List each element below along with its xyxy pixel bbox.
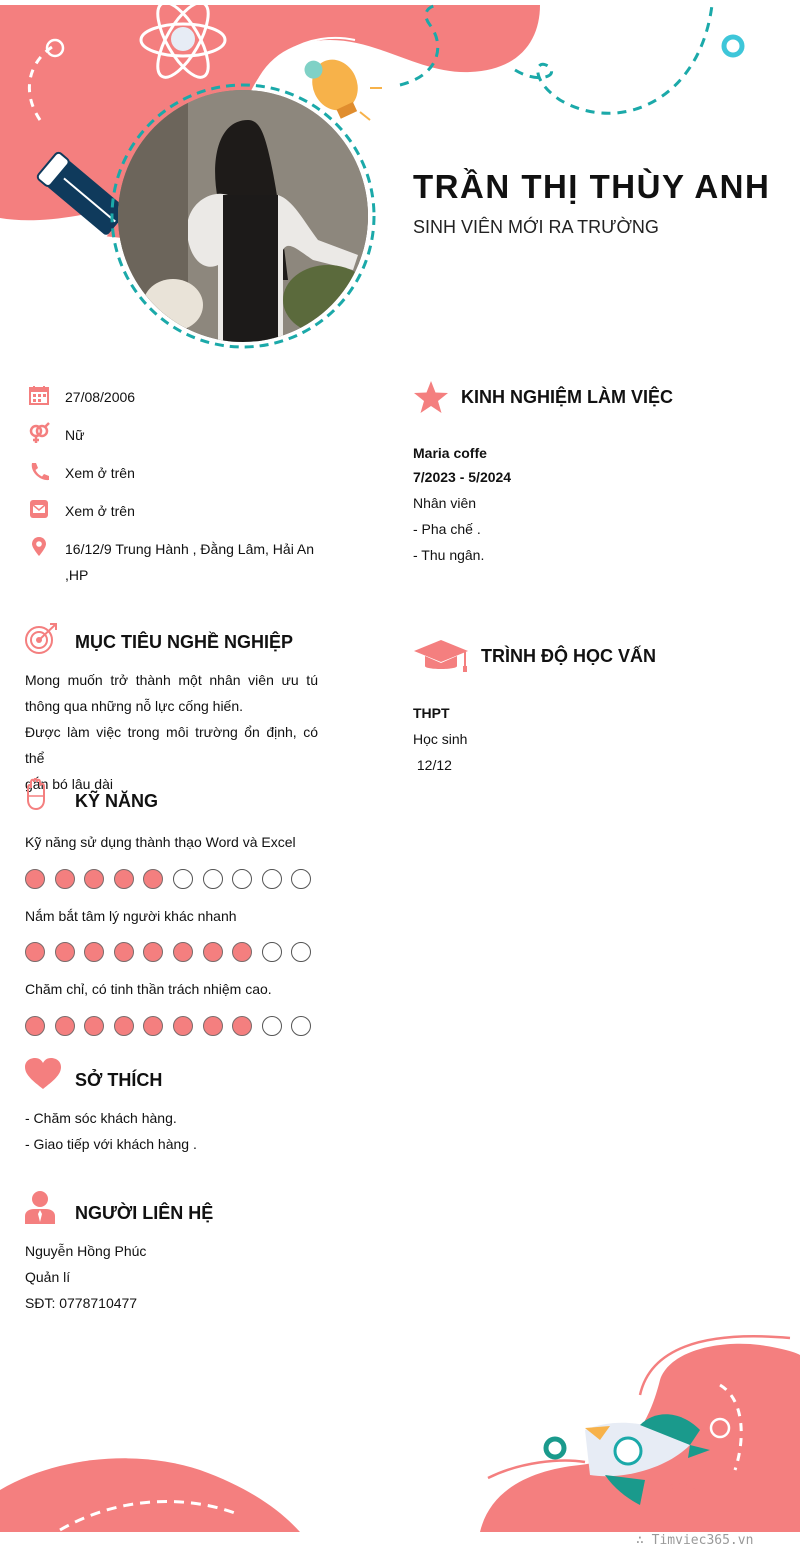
experience-duty: - Thu ngân.	[413, 547, 485, 563]
skill-dot-filled	[84, 942, 104, 962]
experience-duty: - Pha chế .	[413, 521, 481, 537]
education-school: THPT	[413, 705, 450, 721]
skill-dot-empty	[173, 869, 193, 889]
reference-phone: SĐT: 0778710477	[25, 1295, 138, 1311]
skill-rating	[25, 1016, 321, 1036]
job-title: SINH VIÊN MỚI RA TRƯỜNG	[413, 217, 659, 237]
skill-dot-empty	[232, 869, 252, 889]
skill-dot-empty	[291, 942, 311, 962]
skill-dot-filled	[55, 942, 75, 962]
objective-line-4: gắn bó lâu dài	[25, 776, 113, 792]
skill-dot-filled	[84, 869, 104, 889]
skill-dot-empty	[203, 869, 223, 889]
reference-title: NGƯỜI LIÊN HỆ	[75, 1203, 214, 1223]
full-name: TRẦN THỊ THÙY ANH	[413, 168, 771, 205]
experience-title: KINH NGHIỆM LÀM VIỆC	[461, 387, 674, 407]
skill-dot-filled	[173, 1016, 193, 1036]
skills-title: KỸ NĂNG	[75, 791, 159, 811]
experience-period: 7/2023 - 5/2024	[413, 469, 512, 485]
address-line-1: 16/12/9 Trung Hành , Đằng Lâm, Hải An	[65, 541, 315, 557]
skill-dot-empty	[262, 942, 282, 962]
calendar-icon	[28, 384, 50, 406]
skill-dot-filled	[143, 869, 163, 889]
education-grade: 12/12	[413, 757, 452, 773]
phone-icon	[28, 460, 50, 482]
fist-icon	[24, 778, 48, 812]
location-icon	[28, 536, 50, 558]
reference-text	[25, 1238, 146, 1316]
email-text: Xem ở trên	[65, 503, 135, 519]
skill-rating	[25, 869, 321, 889]
education-major: Học sinh	[413, 731, 468, 747]
objective-line-1: Mong muốn trở thành một nhân viên ưu tú	[25, 672, 318, 688]
heart-icon	[25, 1058, 61, 1090]
skill-rating	[25, 942, 321, 962]
gender-icon	[28, 422, 50, 444]
skill-dot-empty	[262, 1016, 282, 1036]
person-icon	[25, 1190, 55, 1224]
skill-dot-filled	[55, 869, 75, 889]
hobby-item: - Chăm sóc khách hàng.	[25, 1110, 177, 1126]
objective-line-2: thông qua những nỗ lực cống hiến.	[25, 698, 244, 714]
skill-dot-filled	[232, 1016, 252, 1036]
skill-dot-filled	[173, 942, 193, 962]
skill-dot-filled	[84, 1016, 104, 1036]
experience-entry	[413, 441, 511, 489]
experience-details	[413, 490, 484, 568]
info-gender	[28, 422, 84, 448]
target-icon	[24, 622, 58, 656]
objective-text	[25, 667, 318, 797]
profile-photo-figure	[118, 90, 368, 342]
experience-company: Maria coffe	[413, 445, 487, 461]
objective-title: MỤC TIÊU NGHỀ NGHIỆP	[75, 632, 294, 652]
education-entry	[413, 700, 467, 778]
reference-position: Quản lí	[25, 1269, 71, 1285]
skill-dot-filled	[203, 942, 223, 962]
info-email	[28, 498, 135, 524]
skill-dot-filled	[232, 942, 252, 962]
hobbies-title: SỞ THÍCH	[75, 1070, 163, 1090]
skill-dot-filled	[143, 942, 163, 962]
skill-dot-filled	[25, 869, 45, 889]
skill-dot-filled	[114, 869, 134, 889]
star-icon	[413, 380, 449, 414]
profile-photo	[118, 90, 368, 342]
reference-name: Nguyễn Hồng Phúc	[25, 1243, 147, 1259]
skill-name: Chăm chỉ, có tinh thần trách nhiệm cao.	[25, 981, 272, 997]
watermark: ∴ Timviec365.vn	[636, 1533, 754, 1548]
skill-dot-filled	[25, 942, 45, 962]
email-icon	[28, 498, 50, 520]
skill-dot-filled	[25, 1016, 45, 1036]
gender-text: Nữ	[65, 427, 85, 443]
hobbies-text	[25, 1105, 197, 1157]
skill-dot-filled	[143, 1016, 163, 1036]
skill-dot-filled	[203, 1016, 223, 1036]
info-address	[28, 536, 330, 588]
graduation-cap-icon	[413, 638, 469, 674]
skill-name: Nắm bắt tâm lý người khác nhanh	[25, 908, 237, 924]
info-phone	[28, 460, 135, 486]
skill-dot-empty	[291, 869, 311, 889]
education-title: TRÌNH ĐỘ HỌC VẤN	[481, 646, 656, 666]
skill-name: Kỹ năng sử dụng thành thạo Word và Excel	[25, 834, 296, 850]
hobby-item: - Giao tiếp với khách hàng .	[25, 1136, 197, 1152]
address-text	[65, 536, 330, 588]
objective-line-3: Được làm việc trong môi trường ổn định, có thể	[25, 724, 318, 766]
birthday-text: 27/08/2006	[65, 389, 136, 405]
address-line-2: ,HP	[65, 567, 89, 583]
skill-dot-filled	[114, 942, 134, 962]
skill-dot-empty	[262, 869, 282, 889]
skill-dot-empty	[291, 1016, 311, 1036]
info-birthday	[28, 384, 135, 410]
skill-dot-filled	[55, 1016, 75, 1036]
phone-text: Xem ở trên	[65, 465, 135, 481]
experience-position: Nhân viên	[413, 495, 477, 511]
skill-dot-filled	[114, 1016, 134, 1036]
